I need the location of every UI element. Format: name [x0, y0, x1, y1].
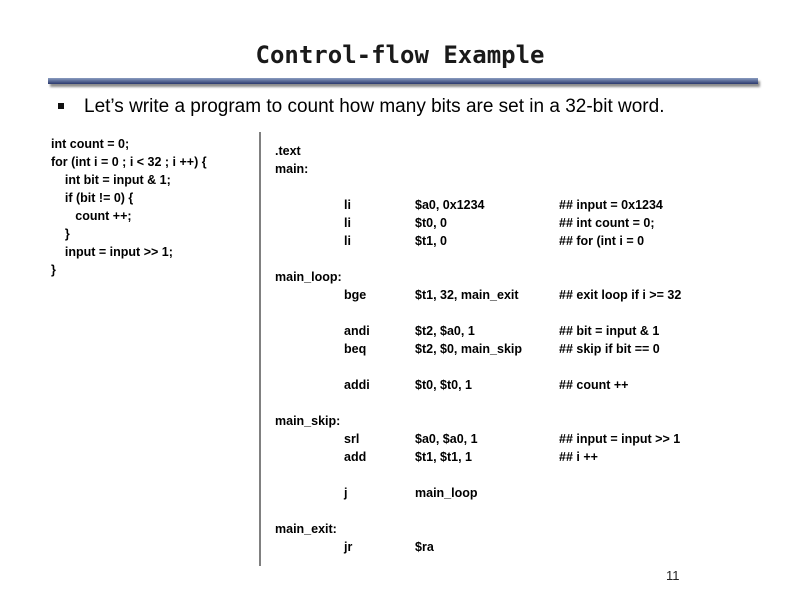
asm-operands: $ra [415, 540, 434, 554]
asm-opcode: addi [344, 378, 370, 392]
assembly-code-block [275, 142, 745, 556]
vertical-divider [259, 132, 261, 566]
asm-comment: ## for (int i = 0 [559, 234, 645, 248]
asm-comment: ## input = 0x1234 [559, 198, 663, 212]
c-code-line: int count = 0; [51, 137, 130, 151]
asm-line [275, 484, 745, 502]
asm-opcode: bge [344, 288, 367, 302]
asm-operands: $t2, $a0, 1 [415, 324, 475, 338]
c-code-line: count ++; [51, 209, 132, 223]
asm-line [275, 322, 745, 340]
c-code-line: } [51, 227, 70, 241]
asm-opcode: li [344, 216, 351, 230]
c-code-line: if (bit != 0) { [51, 191, 134, 205]
asm-line [275, 142, 745, 160]
asm-line [275, 466, 745, 484]
asm-line [275, 232, 745, 250]
asm-line [275, 268, 745, 286]
c-code-line: } [51, 263, 56, 277]
asm-line [275, 538, 745, 556]
asm-opcode: add [344, 450, 367, 464]
asm-comment: ## skip if bit == 0 [559, 342, 660, 356]
asm-line [275, 394, 745, 412]
c-code-line: int bit = input & 1; [51, 173, 171, 187]
asm-label: main_skip: [275, 414, 341, 428]
bullet-text: Let’s write a program to count how many bits are set in a 32-bit word. [84, 96, 665, 117]
asm-line [275, 448, 745, 466]
asm-line [275, 286, 745, 304]
asm-opcode: li [344, 198, 351, 212]
asm-operands: $t1, 32, main_exit [415, 288, 519, 302]
asm-label: main_loop: [275, 270, 342, 284]
asm-line [275, 196, 745, 214]
asm-comment: ## exit loop if i >= 32 [559, 288, 682, 302]
asm-line [275, 214, 745, 232]
c-code-block [51, 135, 207, 279]
asm-operands: $a0, $a0, 1 [415, 432, 478, 446]
asm-line [275, 160, 745, 178]
asm-label: main_exit: [275, 522, 337, 536]
asm-line [275, 250, 745, 268]
asm-line [275, 304, 745, 322]
asm-label: main: [275, 162, 309, 176]
asm-opcode: srl [344, 432, 360, 446]
c-code-line: input = input >> 1; [51, 245, 173, 259]
asm-operands: main_loop [415, 486, 478, 500]
asm-line [275, 340, 745, 358]
c-code-line: for (int i = 0 ; i < 32 ; i ++) { [51, 155, 207, 169]
asm-operands: $a0, 0x1234 [415, 198, 485, 212]
asm-comment: ## input = input >> 1 [559, 432, 681, 446]
asm-line [275, 430, 745, 448]
asm-opcode: li [344, 234, 351, 248]
asm-operands: $t0, $t0, 1 [415, 378, 472, 392]
asm-opcode: beq [344, 342, 367, 356]
asm-label: .text [275, 144, 301, 158]
asm-operands: $t1, $t1, 1 [415, 450, 472, 464]
asm-line [275, 358, 745, 376]
asm-opcode: andi [344, 324, 370, 338]
asm-line [275, 520, 745, 538]
asm-comment: ## i ++ [559, 450, 598, 464]
asm-operands: $t2, $0, main_skip [415, 342, 523, 356]
asm-line [275, 178, 745, 196]
asm-comment: ## bit = input & 1 [559, 324, 660, 338]
asm-opcode: j [344, 486, 348, 500]
asm-line [275, 502, 745, 520]
asm-comment: ## count ++ [559, 378, 629, 392]
square-bullet-icon [58, 103, 64, 109]
title-underline-bar [48, 78, 758, 84]
page-number: 11 [666, 568, 680, 583]
slide-title: Control-flow Example [255, 41, 545, 69]
asm-operands: $t1, 0 [415, 234, 447, 248]
asm-comment: ## int count = 0; [559, 216, 655, 230]
asm-operands: $t0, 0 [415, 216, 447, 230]
asm-opcode: jr [344, 540, 353, 554]
asm-line [275, 376, 745, 394]
asm-line [275, 412, 745, 430]
